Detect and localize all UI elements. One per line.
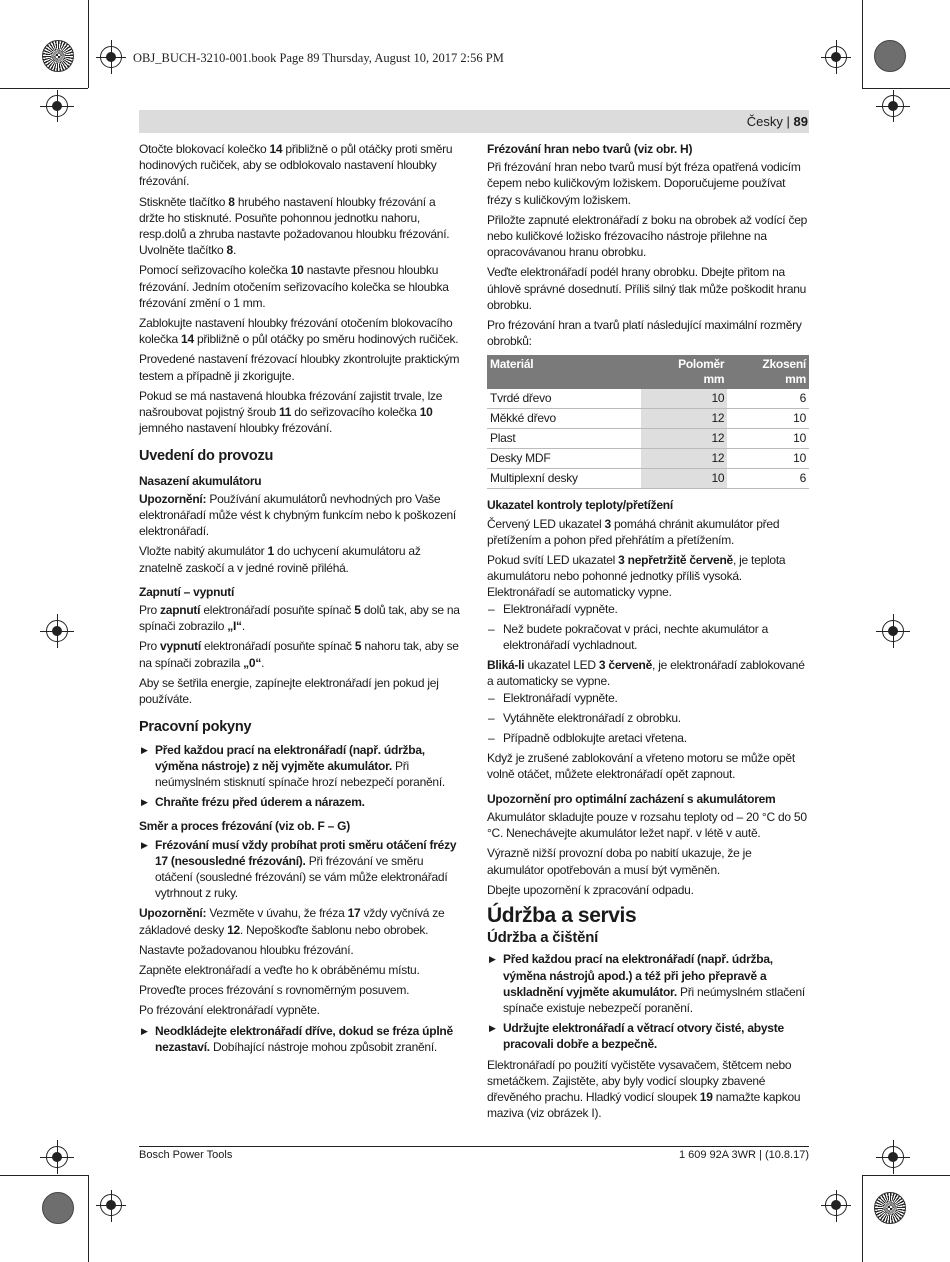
page-number: 89 <box>793 114 808 129</box>
paragraph: Pomocí seřizovacího kolečka 10 nastavte přesnou hloubku frézování. Jedním otočením seřizovacího kolečka se hloubka frézování změní o 1 mm. <box>139 263 449 310</box>
subsection-heading: Směr a proces frézování (viz ob. F – G) <box>139 819 350 834</box>
paragraph: Přiložte zapnuté elektronářadí z boku na obrobek až vodící čep nebo kuličkové ložisko frézovacího nástroje přilehne na opracovávanou hranu obrobku. <box>487 212 808 260</box>
registration-mark <box>46 620 68 642</box>
table-row <box>487 449 809 469</box>
header-radius: Poloměr mm <box>641 355 727 389</box>
section-heading: Údržba a čištění <box>487 929 599 947</box>
paragraph: Když je zrušené zablokování a vřeteno motoru se může opět volně otáčet, můžete elektronářadí opět zapnout. <box>487 751 795 782</box>
color-target-disc <box>42 1192 74 1224</box>
color-target-disc <box>874 40 906 72</box>
note: Upozornění: Používání akumulátorů nevhodných pro Vaše elektronářadí může vést k chybným funkcím nebo k poškození elektronářadí. <box>139 491 456 539</box>
paragraph: Aby se šetřila energie, zapínejte elektronářadí jen pokud jej používáte. <box>139 675 439 707</box>
paragraph: Bliká-li ukazatel LED 3 červeně, je elektronářadí zablokované a automaticky se vypne. <box>487 658 805 689</box>
cell-chamfer: 10 <box>727 449 809 469</box>
paragraph: Veďte elektronářadí podél hrany obrobku. Dbejte přitom na úhlově správné dosednutí. Příliš silný tlak může poškodit hranu obrobku. <box>487 265 807 312</box>
print-slug: OBJ_BUCH-3210-001.book Page 89 Thursday, August 10, 2017 2:56 PM <box>133 51 504 65</box>
dash-item: – Elektronářadí vypněte. <box>487 690 809 706</box>
bullet-item: ▶ Před každou prací na elektronářadí (např. údržba, výměna nástroje) z něj vyjměte akumulátor. Při neúmyslném stisknutí spínače hrozí nebezpečí poranění. <box>139 742 462 791</box>
subsection-heading: Zapnutí – vypnutí <box>139 584 235 599</box>
crop-mark <box>88 1175 89 1262</box>
cell-material: Měkké dřevo <box>487 409 641 429</box>
footer-brand: Bosch Power Tools <box>139 1149 233 1161</box>
paragraph: Pro vypnutí elektronářadí posuňte spínač 5 nahoru tak, aby se na spínači zobrazila „0“. <box>139 639 459 670</box>
crop-mark <box>0 88 88 89</box>
left-column <box>139 141 462 1059</box>
bullet-item: ▶ Frézování musí vždy probíhat proti směru otáčení frézy 17 (nesousledné frézování). Při frézování ve směru otáčení (sousledné frézování) se vám může elektronářadí vytrhnout z ruky. <box>139 837 462 902</box>
paragraph: Stiskněte tlačítko 8 hrubého nastavení hloubky frézování a držte ho stisknuté. Posuňte pohonnou jednotku nahoru, resp.dolů a zhruba nastavte požadovanou hloubku frézování. Uvolněte tlačítko 8. <box>139 194 450 258</box>
chapter-heading: Údržba a servis <box>487 903 637 927</box>
header-chamfer: Zkosení mm <box>727 355 809 389</box>
paragraph: Při frézování hran nebo tvarů musí být fréza opatřená vodicím čepem nebo kuličkovým ložiskem. Doporučujeme používat frézy s kuličkovým ložiskem. <box>487 160 801 207</box>
subsection-heading: Nasazení akumulátoru <box>139 473 262 488</box>
cell-radius: 12 <box>641 409 727 429</box>
bullet-item: ▶ Před každou prací na elektronářadí (např. údržba, výměna nástrojů apod.) a též při jeho přepravě a uskladnění vyjměte akumulátor. Při neúmyslném stlačení spínače existuje nebezpečí poranění. <box>487 951 809 1016</box>
paragraph: Provedené nastavení frézovací hloubky zkontrolujte praktickým testem a případně ji zkorigujte. <box>139 352 460 383</box>
color-target-star <box>874 1192 906 1224</box>
footer-rule <box>139 1146 809 1147</box>
cell-chamfer: 6 <box>727 469 809 489</box>
header-language: Česky <box>746 114 783 129</box>
registration-mark <box>46 95 68 117</box>
bullet-item: ▶ Chraňte frézu před úderem a nárazem. <box>139 794 462 810</box>
subsection-heading: Ukazatel kontroly teploty/přetížení <box>487 498 673 513</box>
cell-material: Tvrdé dřevo <box>487 389 641 409</box>
paragraph: Pro frézování hran a tvarů platí následující maximální rozměry obrobků: <box>487 318 802 349</box>
registration-mark <box>46 1146 68 1168</box>
header-material: Materiál <box>487 355 641 389</box>
registration-mark <box>100 46 122 68</box>
right-column <box>487 141 809 1125</box>
paragraph: Po frézování elektronářadí vypněte. <box>139 1003 320 1018</box>
cell-radius: 12 <box>641 449 727 469</box>
cell-chamfer: 10 <box>727 409 809 429</box>
cell-radius: 10 <box>641 469 727 489</box>
registration-mark <box>882 95 904 117</box>
paragraph: Zablokujte nastavení hloubky frézování otočením blokovacího kolečka 14 přibližně o půl otáčky po směru hodinových ručiček. <box>139 316 459 347</box>
registration-mark <box>100 1194 122 1216</box>
registration-mark <box>882 1146 904 1168</box>
cell-chamfer: 6 <box>727 389 809 409</box>
cell-material: Plast <box>487 429 641 449</box>
page-header <box>747 114 808 129</box>
crop-mark <box>862 1175 950 1176</box>
subsection-heading: Upozornění pro optimální zacházení s akumulátorem <box>487 791 776 806</box>
crop-mark <box>862 0 863 88</box>
cell-radius: 12 <box>641 429 727 449</box>
paragraph: Zapněte elektronářadí a veďte ho k obráběnému místu. <box>139 962 420 977</box>
crop-mark <box>862 1175 863 1262</box>
paragraph: Dbejte upozornění k zpracování odpadu. <box>487 882 694 897</box>
cell-material: Multiplexní desky <box>487 469 641 489</box>
paragraph: Pokud se má nastavená hloubka frézování zajistit trvale, lze našroubovat pojistný šroub 11 do seřizovacího kolečka 10 jemného nastavení hloubky frézování. <box>139 388 443 436</box>
table-header-row <box>487 355 809 389</box>
crop-mark <box>862 88 950 89</box>
dash-item: – Případně odblokujte aretaci vřetena. <box>487 730 809 746</box>
registration-mark <box>882 620 904 642</box>
paragraph: Vložte nabitý akumulátor 1 do uchycení akumulátoru až znatelně zaskočí a v jedné rovině přiléhá. <box>139 544 421 575</box>
dash-item: – Než budete pokračovat v práci, nechte akumulátor a elektronářadí vychladnout. <box>487 621 809 653</box>
header-separator: | <box>782 114 794 129</box>
bullet-item: ▶ Neodkládejte elektronářadí dříve, dokud se fréza úplně nezastaví. Dobíhající nástroje mohou způsobit zranění. <box>139 1023 462 1055</box>
paragraph: Proveďte proces frézování s rovnoměrným posuvem. <box>139 983 410 998</box>
color-target-star <box>42 40 74 72</box>
dash-item: – Elektronářadí vypněte. <box>487 601 809 617</box>
paragraph: Elektronářadí po použití vyčistěte vysavačem, štětcem nebo smetáčkem. Zajistěte, aby byly vodicí sloupky zbavené dřevěného prachu. Hladký vodicí sloupek 19 namažte kapkou maziva (viz obrázek I). <box>487 1057 801 1121</box>
paragraph: Akumulátor skladujte pouze v rozsahu teploty od – 20 °C do 50 °C. Nenechávejte akumulátor ležet např. v létě v autě. <box>487 809 807 841</box>
paragraph: Červený LED ukazatel 3 pomáhá chránit akumulátor před přetížením a pohon před přehřátím a přetížením. <box>487 516 780 547</box>
registration-mark <box>825 1194 847 1216</box>
footer-docnumber: 1 609 92A 3WR | (10.8.17) <box>678 1149 809 1161</box>
crop-mark <box>88 0 89 88</box>
cell-radius: 10 <box>641 389 727 409</box>
note: Upozornění: Vezměte v úvahu, že fréza 17 vždy vyčnívá ze základové desky 12. Nepoškoďte šablonu nebo obrobek. <box>139 906 445 937</box>
bullet-item: ▶ Udržujte elektronářadí a větrací otvory čisté, abyste pracovali dobře a bezpečně. <box>487 1020 809 1052</box>
subsection-heading: Frézování hran nebo tvarů (viz obr. H) <box>487 142 693 156</box>
dimensions-table <box>487 355 809 489</box>
cell-material: Desky MDF <box>487 449 641 469</box>
table-row <box>487 409 809 429</box>
paragraph: Pokud svítí LED ukazatel 3 nepřetržitě červeně, je teplota akumulátoru nebo pohonné jednotky příliš vysoká. Elektronářadí se automaticky vypne. <box>487 553 786 600</box>
paragraph: Nastavte požadovanou hloubku frézování. <box>139 942 354 957</box>
header-bar <box>139 110 809 133</box>
section-heading: Uvedení do provozu <box>139 448 274 465</box>
paragraph: Výrazně nižší provozní doba po nabití ukazuje, že je akumulátor opotřebován a musí být vyměněn. <box>487 846 752 877</box>
table-row <box>487 469 809 489</box>
table-row <box>487 389 809 409</box>
paragraph: Otočte blokovací kolečko 14 přibližně o půl otáčky proti směru hodinových ručiček, aby se odblokovalo nastavení hloubky frézování. <box>139 142 453 189</box>
crop-mark <box>0 1175 88 1176</box>
cell-chamfer: 10 <box>727 429 809 449</box>
section-heading: Pracovní pokyny <box>139 719 252 736</box>
registration-mark <box>825 46 847 68</box>
paragraph: Pro zapnutí elektronářadí posuňte spínač 5 dolů tak, aby se na spínači zobrazilo „I“. <box>139 603 460 634</box>
table-row <box>487 429 809 449</box>
dash-item: – Vytáhněte elektronářadí z obrobku. <box>487 710 809 726</box>
